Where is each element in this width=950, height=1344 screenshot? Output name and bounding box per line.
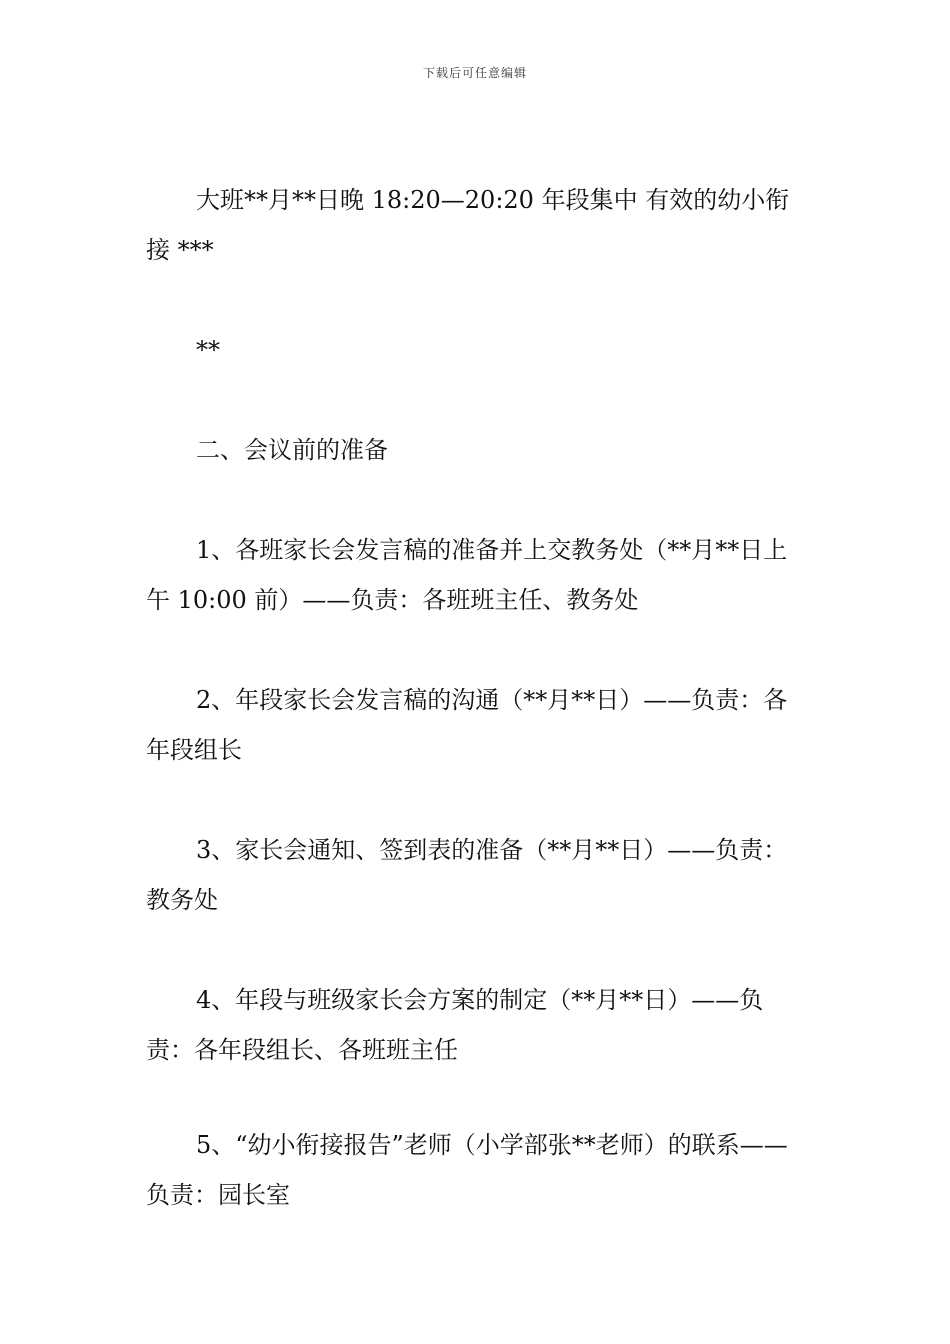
list-item-3: 3、家长会通知、签到表的准备（**月**日）——负责：教务处 — [146, 836, 788, 914]
list-item-4: 4、年段与班级家长会方案的制定（**月**日）——负责：各年段组长、各班班主任 — [146, 986, 764, 1064]
section-heading-preparation: 二、会议前的准备 — [196, 436, 388, 464]
paragraph-schedule-line: 大班**月**日晚 18:20—20:20 年段集中 有效的幼小衔接 *** — [146, 186, 790, 264]
list-item-1: 1、各班家长会发言稿的准备并上交教务处（**月**日上午 10:00 前）——负责：各班班主任、教务处 — [146, 536, 788, 614]
list-item-5: 5、“幼小衔接报告”老师（小学部张**老师）的联系——负责：园长室 — [146, 1131, 788, 1209]
list-item-2: 2、年段家长会发言稿的沟通（**月**日）——负责：各年段组长 — [146, 686, 788, 764]
paragraph-speaker-continuation: ** — [196, 336, 220, 364]
page-header-note: 下载后可任意编辑 — [422, 66, 527, 80]
